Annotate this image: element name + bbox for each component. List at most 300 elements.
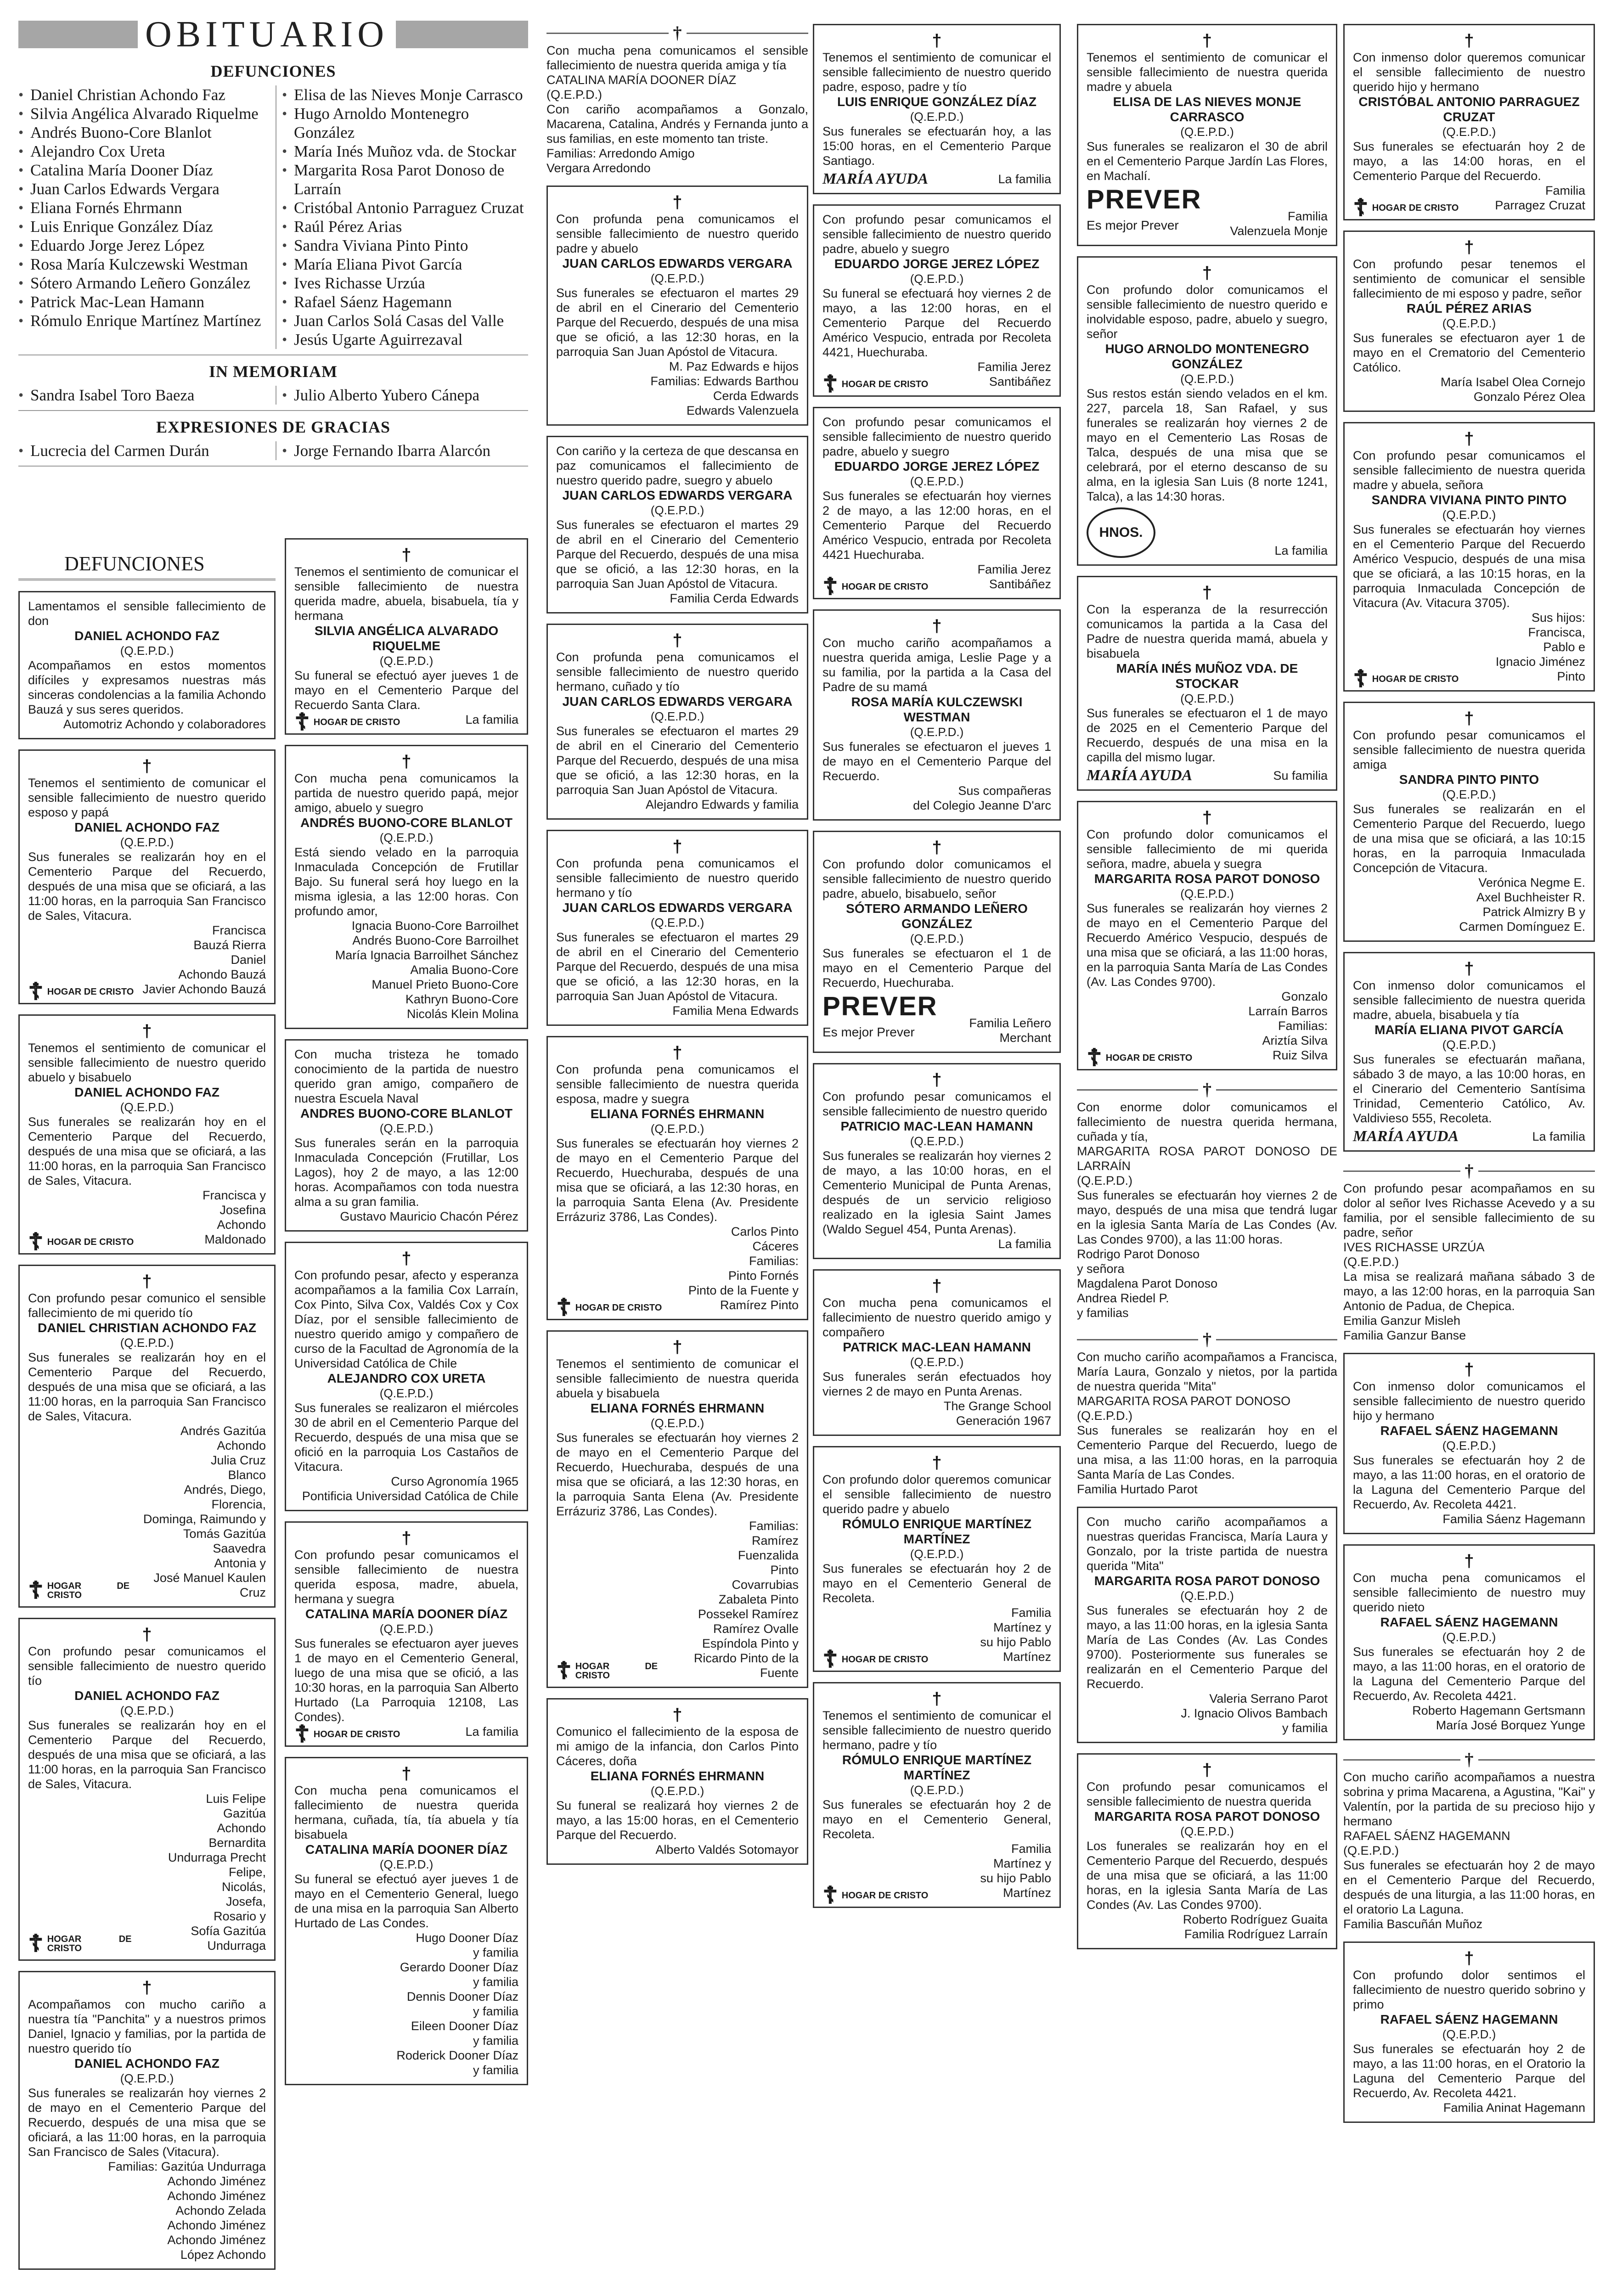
cross-icon: † [672,193,682,212]
notice-body: La misa se realizará mañana sábado 3 de mayo, a las 12:00 horas, en la parroquia San Antonio de Padua, de Chepica. [1343,1270,1595,1313]
rip-abbreviation: (Q.E.P.D.) [910,1355,964,1369]
hogar-de-cristo-logo [28,1930,132,1958]
notice-footer [822,360,1051,398]
hogar-de-cristo-label: HOGAR DE CRISTO [841,1654,929,1665]
cross-icon: † [1202,583,1212,602]
obituary-notice [813,204,1061,397]
notice-body: Sus funerales se realizarán hoy en el Cementerio Parque del Recuerdo, después de una misa que se oficiará, a las 11:00 horas, en la parroquia San Francisco de Sales, Vitacura. [28,1115,266,1187]
defunciones-right-list [276,85,528,349]
notice-footer [1087,504,1328,558]
notice-intro: Con profundo dolor sentimos el fallecimiento de nuestro querido sobrino y primo [1353,1968,1585,2011]
notice-signature: Roberto Rodríguez Guaita Familia Rodríguez Larraín [1183,1913,1328,1941]
deceased-name: RAFAEL SÁENZ HAGEMANN [1343,1829,1510,1843]
hogar-de-cristo-label: HOGAR DE CRISTO [841,1891,929,1901]
obituary-notice [813,1063,1061,1259]
rip-abbreviation: (Q.E.P.D.) [650,1416,704,1430]
notice-signature: Roberto Hagemann Gertsmann María José Borquez Yunge [1412,1704,1585,1732]
obituary-notice [1077,801,1337,1070]
divider [18,466,528,467]
notice-intro: Con mucha pena comunicamos el sensible fallecimiento de nuestra querida amiga y tía [546,44,808,72]
notice-body: Sus funerales se efectuarán hoy viernes 2 de mayo, a las 12:00 horas, en el Cementerio Parque del Recuerdo Américo Vespucio, entrada por Recoleta 4421 Huechuraba. [822,489,1051,562]
obituary-notice [285,1757,528,2085]
notice-body: Sus funerales se efectuarán hoy 2 de mayo, a las 11:00 horas, en el oratorio de la Laguna del Cementerio Parque del Recuerdo, Av. Recoleta 4421. [1353,1645,1585,1703]
memoriam-right-list [276,386,528,405]
deceased-name: RAFAEL SÁENZ HAGEMANN [1380,2012,1558,2026]
notice-body: Sus funerales se efectuarán hoy 2 de mayo en el Cementerio General, Recoleta. [822,1798,1051,1841]
deceased-name: JUAN CARLOS EDWARDS VERGARA [562,488,793,502]
index-memoriam-list [18,386,528,405]
deceased-name: JUAN CARLOS EDWARDS VERGARA [562,694,793,709]
hogar-de-cristo-icon: ☦ [822,573,838,601]
deceased-name: EDUARDO JORGE JEREZ LÓPEZ [834,459,1040,473]
notice-body: Sus funerales se efectuarán hoy viernes 2 de mayo, después de una misa que tendrá lugar en la iglesia Santa María de Las Condes (Av. Las Condes 9700), a las 11:00 horas. [1077,1188,1337,1246]
notice-signature: Carlos Pinto Cáceres Familias: Pinto Fornés Pinto de la Fuente y Ramírez Pinto [688,1225,799,1312]
index-name-item: • Lucrecia del Carmen Durán [18,441,271,460]
obituary-notice [18,1618,276,1961]
index-name-item: • Luis Enrique González Díaz [18,217,271,236]
deceased-name: SANDRA VIVIANA PINTO PINTO [1371,493,1567,507]
notice-footer [294,1720,518,1748]
index-name-item: • Eduardo Jorge Jerez López [18,236,271,255]
notice-footer [1353,1125,1585,1144]
notice-signature: The Grange School Generación 1967 [943,1399,1051,1428]
rip-abbreviation: (Q.E.P.D.) [1442,125,1496,139]
notice-body: Sus funerales se efectuaron ayer jueves 1 de mayo en el Cementerio General, luego de una misa que se ofició, a las 10:30 horas, en la parroquia San Alberto Hurtado (La Parroquia 12108, Las Condes). [294,1637,518,1724]
notice-body: Sus funerales se efectuarán hoy 2 de mayo, a las 11:00 horas, en el Oratorio la Laguna del Cementerio Parque del Recuerdo, Av. Recoleta 4421. [1353,2042,1585,2100]
hogar-de-cristo-label: HOGAR DE CRISTO [841,379,929,389]
cross-icon: † [142,1625,152,1644]
deceased-name: CATALINA MARÍA DOONER DÍAZ [546,73,737,87]
index-name-item: • Jesús Ugarte Aguirrezaval [282,330,528,349]
notice-footer [28,1188,266,1256]
obituary-notice [546,624,808,820]
notice-signature: Alberto Valdés Sotomayor [655,1843,799,1857]
cross-icon: † [1203,1080,1211,1099]
notice-body: Sus funerales se efectuaron el martes 29 de abril en el Cinerario del Cementerio Parque del Recuerdo, después de una misa que se ofició, a las 12:30 horas, en la parroquia San Juan Apóstol de Vitacura. [556,518,799,591]
rip-abbreviation: (Q.E.P.D.) [910,1783,964,1797]
obituary-notice [18,1971,276,2270]
notice-intro: Con profundo pesar comunico el sensible fallecimiento de mi querido tío [28,1291,266,1320]
notice-body: Sus funerales se efectuarán hoy viernes 2 de mayo en el Cementerio Parque del Recuerdo, Huechuraba, después de una misa que se oficiará, a las 12:30 horas, en la parroquia Santa Elena (Av. Presidente Errázuriz 3786, Las Condes). [556,1431,799,1518]
notice-footer [822,1605,1051,1673]
rip-abbreviation: (Q.E.P.D.) [1180,1824,1234,1838]
cross-icon: † [1464,238,1474,257]
rip-abbreviation: (Q.E.P.D.) [1077,1409,1133,1423]
notice-signature: La familia [465,1725,518,1739]
notice-intro: Con mucho cariño acompañamos a nuestra sobrina y prima Macarena, a Agustina, "Kai" y Valentín, por la partida de su precioso hijo y hermano [1343,1770,1595,1828]
cross-icon: † [672,1338,682,1357]
divider [18,410,528,411]
notice-body: Su funeral se efectuó ayer jueves 1 de mayo en el Cementerio General, luego de una misa en la parroquia San Alberto Hurtado de Las Condes. [294,1872,518,1930]
column-1-notices [18,581,276,2270]
notice-intro: Con la esperanza de la resurrección comunicamos la partida a la Casa del Padre de nuestra querida mamá, abuela y bisabuela [1087,602,1328,660]
hogar-de-cristo-logo [294,708,400,736]
hogar-de-cristo-icon: ☦ [294,1720,310,1748]
rip-abbreviation: (Q.E.P.D.) [120,1336,174,1350]
cross-icon: † [932,1277,942,1296]
cross-icon: † [932,838,942,857]
index-name-item: • Julio Alberto Yubero Cánepa [282,386,528,405]
notice-intro: Tenemos el sentimiento de comunicar el sensible fallecimiento de nuestra querida madre, abuela, bisabuela, tía y hermana [294,565,518,623]
deceased-name: ELIANA FORNÉS EHRMANN [590,1769,765,1783]
notice-plain-richasse [1343,1181,1595,1343]
notice-intro: Con profundo dolor comunicamos el sensible fallecimiento de nuestro querido padre, abuelo, bisabuelo, señor [822,857,1051,900]
cross-icon: † [672,837,682,856]
notice-body: Sus funerales se efectuarán hoy 2 de mayo en el Cementerio Parque del Recuerdo, después de una liturgia, a las 11:00 horas, en el oratorio La Laguna. [1343,1858,1595,1916]
notice-intro: Con profunda pena comunicamos el sensible fallecimiento de nuestro querido padre y abuelo [556,212,799,255]
prever-logo [1087,187,1202,238]
cross-icon: † [1464,1360,1474,1379]
hogar-de-cristo-label: HOGAR DE CRISTO [47,1581,130,1600]
hogar-de-cristo-logo [1353,194,1459,222]
rip-abbreviation: (Q.E.P.D.) [120,644,174,658]
defunciones-left-list [18,85,271,349]
hogar-de-cristo-label: HOGAR DE CRISTO [1372,674,1459,684]
rip-abbreviation: (Q.E.P.D.) [1180,887,1234,900]
rip-abbreviation: (Q.E.P.D.) [379,654,434,668]
rip-abbreviation: (Q.E.P.D.) [1442,1630,1496,1644]
hogar-de-cristo-label: HOGAR DE CRISTO [47,987,134,997]
masthead-bar-left [18,21,138,48]
hogar-de-cristo-icon: ☦ [1353,194,1369,222]
notice-intro: Con mucha tristeza he tomado conocimiento de la partida de nuestro querido gran amigo, compañero de nuestra Escuela Naval [294,1047,518,1105]
notice-signature: María Isabel Olea Cornejo Gonzalo Pérez Olea [1440,375,1585,404]
hogar-de-cristo-label: HOGAR DE CRISTO [313,1729,400,1739]
obituary-notice [18,1265,276,1608]
notice-body: Sus funerales serán efectuados hoy viernes 2 de mayo en Punta Arenas. [822,1370,1051,1398]
cross-icon: † [401,1249,411,1268]
cross-icon: † [1202,31,1212,51]
obituary-notice [546,1698,808,1865]
deceased-name: SILVIA ANGÉLICA ALVARADO RIQUELME [314,624,499,653]
index-name-item: • Margarita Rosa Parot Donoso de Larraín [282,161,528,198]
column-4-notices [813,14,1061,1908]
column-5-notices-b [1077,1497,1337,1949]
hogar-de-cristo-label: HOGAR DE CRISTO [575,1661,658,1681]
obituary-notice [1343,1353,1595,1534]
column-6-notices-b [1343,1343,1595,1740]
notice-intro: Con enorme dolor comunicamos el fallecimiento de nuestra querida hermana, cuñada y tía, [1077,1100,1337,1143]
notice-top-rule [1077,1329,1337,1350]
notice-signature: Su familia [1273,769,1328,782]
index-name-item: • Daniel Christian Achondo Faz [18,85,271,104]
notice-footer [1087,765,1328,783]
rip-abbreviation: (Q.E.P.D.) [1180,125,1234,139]
cross-icon: † [1202,808,1212,827]
notice-intro: Con profundo pesar tenemos el sentimiento de comunicar el sensible fallecimiento de mi esposo y padre, señor [1353,257,1585,300]
notice-top-rule [1343,1161,1595,1181]
notice-footer [1087,183,1328,238]
obituary-notice [1077,576,1337,791]
notice-top-rule [546,23,808,43]
column-6-notices [1343,14,1595,1152]
notice-signature: Francisca y Josefina Achondo Maldonado [202,1188,266,1246]
obituary-notice [546,186,808,426]
index-name-item: • Silvia Angélica Alvarado Riquelme [18,104,271,123]
hogar-de-cristo-icon: ☦ [822,1881,838,1909]
cross-icon: † [1203,1330,1211,1349]
masthead-bar-right [396,21,528,48]
cross-icon: † [1465,1161,1474,1181]
notice-signature: La familia [1274,544,1328,557]
deceased-name: ROSA MARÍA KULCZEWSKI WESTMAN [851,695,1023,724]
rip-abbreviation: (Q.E.P.D.) [910,110,964,124]
notice-footer [556,1519,799,1685]
cross-icon: † [401,1764,411,1784]
index-memoriam-heading: IN MEMORIAM [209,362,338,381]
hogar-de-cristo-logo [28,1228,134,1256]
notice-intro: Tenemos el sentimiento de comunicar el sensible fallecimiento de nuestro querido padre, esposo, padre y tío [822,51,1051,94]
cross-icon: † [932,1453,942,1473]
cross-icon: † [1202,264,1212,283]
index-name-item: • Ives Richasse Urzúa [282,274,528,293]
notice-plain-parot-enorme [1077,1100,1337,1320]
obituary-notice [1343,952,1595,1152]
deceased-name: MARGARITA ROSA PAROT DONOSO [1094,1809,1320,1823]
notice-footer [28,1791,266,1958]
obituary-notice [1077,256,1337,566]
rip-abbreviation: (Q.E.P.D.) [1442,1439,1496,1452]
gracias-right-list [276,441,528,460]
notice-body: Está siendo velado en la parroquia Inmaculada Concepción de Frutillar Bajo. Su funeral será hoy luego en la misma iglesia, a las 12:00 horas. Con profundo amor, [294,845,518,918]
rip-abbreviation: (Q.E.P.D.) [120,1100,174,1114]
notice-intro: Tenemos el sentimiento de comunicar el sensible fallecimiento de nuestro querido hermano, padre y tío [822,1709,1051,1752]
notice-body: Su funeral se efectuará hoy viernes 2 de mayo, a las 12:00 horas, en el Cementerio Parque del Recuerdo Américo Vespucio, entrada por Recoleta 4421, Huechuraba. [822,287,1051,359]
rip-abbreviation: (Q.E.P.D.) [910,1547,964,1561]
obituary-notice [1343,1941,1595,2123]
cross-icon: † [673,23,682,43]
rip-abbreviation: (Q.E.P.D.) [910,272,964,286]
deceased-name: DANIEL CHRISTIAN ACHONDO FAZ [38,1321,256,1335]
notice-signature: Valeria Serrano Parot J. Ignacio Olivos Bambach y familia [1181,1692,1328,1735]
notice-intro: Con profundo pesar comunicamos el sensible fallecimiento de nuestra querida madre y abuela, señora [1353,449,1585,492]
notice-body: Sus funerales se efectuaron el martes 29 de abril en el Cinerario del Cementerio Parque del Recuerdo, después de una misa que se ofició, a las 12:30 horas, en la parroquia San Juan Apóstol de Vitacura. [556,724,799,797]
deceased-name: IVES RICHASSE URZÚA [1343,1240,1485,1254]
index-name-item: • Sandra Viviana Pinto Pinto [282,236,528,255]
notice-intro: Con profundo pesar comunicamos el sensible fallecimiento de nuestra querida esposa, madre, abuela, hermana y suegra [294,1548,518,1606]
obituary-notice [1343,702,1595,942]
rip-abbreviation: (Q.E.P.D.) [910,474,964,488]
notice-intro: Con profundo pesar comunicamos el sensible fallecimiento de nuestro querido tío [28,1644,266,1688]
deceased-name: ELIANA FORNÉS EHRMANN [590,1107,765,1121]
rip-abbreviation: (Q.E.P.D.) [650,916,704,929]
column-5 [1077,14,1337,1949]
notice-body: Sus funerales se efectuaron ayer 1 de mayo en el Crematorio del Cementerio Católico. [1353,331,1585,374]
hogar-de-cristo-label: HOGAR DE CRISTO [575,1303,662,1313]
notice-intro: Con mucho cariño acompañamos a nuestras queridas Francisca, María Laura y Gonzalo, por la triste partida de nuestra querida "Mita" [1087,1515,1328,1573]
notice-intro: Con inmenso dolor comunicamos el sensible fallecimiento de nuestro querido hijo y hermano [1353,1379,1585,1423]
index-name-item: • Catalina María Dooner Díaz [18,161,271,180]
hogar-de-cristo-logo [556,1657,658,1685]
index-defunciones-list [18,85,528,349]
deceased-name: EDUARDO JORGE JEREZ LÓPEZ [834,257,1040,271]
deceased-name: CATALINA MARÍA DOONER DÍAZ [305,1607,508,1621]
notice-signature: Francisca Bauzá Rierra Daniel Achondo Bauzá Javier Achondo Bauzá [142,923,266,996]
rip-abbreviation: (Q.E.P.D.) [1442,1038,1496,1052]
rip-abbreviation: (Q.E.P.D.) [650,271,704,285]
index-name-item: • Jorge Fernando Ibarra Alarcón [282,441,528,460]
notice-signature: Familias: Gazitúa Undurraga Achondo Jiménez Achondo Jiménez Achondo Zelada Achondo Jiménez Achondo Jiménez López Achondo [108,2160,266,2262]
hogar-de-cristo-label: HOGAR DE CRISTO [47,1237,134,1247]
notice-intro: Tenemos el sentimiento de comunicar el sensible fallecimiento de nuestra querida abuela y bisabuela [556,1357,799,1400]
cross-icon: † [1464,959,1474,979]
notice-top-rule [1343,1750,1595,1770]
hogar-de-cristo-icon: ☦ [28,978,44,1006]
rip-abbreviation: (Q.E.P.D.) [1343,1844,1399,1857]
notice-footer [1353,183,1585,222]
column-1 [18,528,276,2270]
notice-intro: Con profundo pesar comunicamos el sensible fallecimiento de nuestro querido padre, abuelo y suegro [822,213,1051,256]
hogar-de-cristo-icon: ☦ [822,1645,838,1673]
rip-abbreviation: (Q.E.P.D.) [379,1386,434,1400]
notice-footer [294,708,518,736]
notice-body: Sus funerales se efectuarán hoy viernes en el Cementerio Parque del Recuerdo Américo Vespucio, después de una misa que se oficiará, a las 10:15 horas, en la parroquia Inmaculada Concepción de Vitacura (Av. Vitacura 3705). [1353,523,1585,610]
obituary-notice [18,749,276,1004]
notice-intro: Con profundo pesar comunicamos el sensible fallecimiento de nuestro querido padre, abuelo y suegro [822,415,1051,458]
deceased-name: LUIS ENRIQUE GONZÁLEZ DÍAZ [837,95,1036,109]
rip-abbreviation: (Q.E.P.D.) [120,2071,174,2085]
obituary-notice [813,1446,1061,1672]
notice-signature: Automotriz Achondo y colaboradores [63,717,266,731]
deceased-name: MARÍA ELIANA PIVOT GARCÍA [1374,1023,1564,1037]
hogar-de-cristo-logo [556,1294,662,1322]
notice-body: Sus funerales se realizarán hoy viernes 2 de mayo en el Cementerio Parque del Recuerdo Américo Vespucio, después de una misa que se oficiará, a las 11:00 horas, en la parroquia Santa María de Las Condes (Av. Las Condes 9700). [1087,901,1328,989]
rip-abbreviation: (Q.E.P.D.) [1077,1174,1133,1187]
notice-intro: Con profundo dolor comunicamos el sensible fallecimiento de mi querida señora, madre, abuela y suegra [1087,827,1328,871]
column-3 [546,14,808,1865]
notice-footer [556,1224,799,1322]
prever-tagline: Es mejor Prever [1087,218,1179,232]
column-6 [1343,14,1595,2123]
deceased-name: RAÚL PÉREZ ARIAS [1406,301,1532,315]
notice-intro: Con profunda pena comunicamos el sensible fallecimiento de nuestro querido hermano, cuñado y tío [556,650,799,693]
notice-body: Sus funerales se efectuarán hoy 2 de mayo, a las 11:00 horas, en el oratorio de la Laguna del Cementerio Parque del Recuerdo, Av. Recoleta 4421. [1353,1453,1585,1511]
notice-intro: Con mucha pena comunicamos el sensible fallecimiento de nuestro muy querido nieto [1353,1571,1585,1614]
deceased-name: ELISA DE LAS NIEVES MONJE CARRASCO [1113,95,1301,124]
notice-footer [28,1424,266,1604]
notice-intro: Con profundo dolor comunicamos el sensible fallecimiento de nuestro querido e inolvidable esposo, padre, abuelo y suegro, señor [1087,283,1328,341]
deceased-name: DANIEL ACHONDO FAZ [74,820,220,834]
notice-body: Sus funerales se realizaron el miércoles 30 de abril en el Cementerio Parque del Recuerdo, después de una misa que se ofició en la parroquia Los Castaños de Vitacura. [294,1401,518,1474]
rip-abbreviation: (Q.E.P.D.) [910,1134,964,1148]
notice-body: Sus funerales se efectuaron el martes 29 de abril en el Cinerario del Cementerio Parque del Recuerdo, después de una misa que se ofició, a las 12:30 horas, en la parroquia San Juan Apóstol de Vitacura. [556,930,799,1003]
notice-body: Sus restos están siendo velados en el km. 227, parcela 18, San Rafael, y sus funerales se realizarán hoy viernes 2 de mayo en el Cementerio Las Rosas de Talca, después de una misa que se celebrará, por el eterno descanso de su alma, en la iglesia San Luis (8 norte 1241, Talca), a las 14:30 horas. [1087,387,1328,503]
deceased-name: HUGO ARNOLDO MONTENEGRO GONZÁLEZ [1105,342,1309,371]
rip-abbreviation: (Q.E.P.D.) [379,1857,434,1871]
index-name-item: • Rómulo Enrique Martínez Martínez [18,311,271,330]
hogar-de-cristo-label: HOGAR DE CRISTO [1105,1053,1193,1063]
index-gracias-list [18,441,528,460]
deceased-name: PATRICIO MAC-LEAN HAMANN [840,1119,1033,1133]
index-name-item: • Alejandro Cox Ureta [18,142,271,161]
notice-body: Sus funerales se efectuarán hoy 2 de mayo en el Cementerio General de Recoleta. [822,1562,1051,1605]
cross-icon: † [1202,1761,1212,1780]
deceased-name: DANIEL ACHONDO FAZ [74,629,220,643]
notice-footer [822,990,1051,1045]
hogar-de-cristo-logo [1087,1044,1193,1072]
prever-label: PREVER [822,991,938,1021]
cross-icon: † [142,1978,152,1998]
deceased-name: ALEJANDRO COX URETA [327,1371,486,1385]
cross-icon: † [932,1689,942,1709]
hogar-de-cristo-label: HOGAR DE CRISTO [841,582,929,592]
rip-abbreviation: (Q.E.P.D.) [120,1704,174,1717]
obituary-notice [1343,24,1595,220]
rip-abbreviation: (Q.E.P.D.) [546,88,603,101]
deceased-name: MARGARITA ROSA PAROT DONOSO [1094,1574,1320,1588]
obituary-notice [546,1036,808,1320]
column-5-notices [1077,14,1337,1070]
notice-intro: Con mucha pena comunicamos el fallecimiento de nuestra querida hermana, cuñada, tía, tía abuela y tía bisabuela [294,1784,518,1841]
cross-icon: † [1464,31,1474,51]
deceased-name: RÓMULO ENRIQUE MARTÍNEZ MARTÍNEZ [842,1517,1032,1546]
notice-body: Sus funerales se efectuarán mañana, sábado 3 de mayo, a las 10:00 horas, en el Cinerario del Cementerio Santísima Trinidad, Cementerio Católico, Av. Valdivieso 555, Recoleta. [1353,1052,1585,1125]
hogar-de-cristo-icon: ☦ [822,370,838,398]
rip-abbreviation: (Q.E.P.D.) [1180,1589,1234,1603]
deceased-name: RAFAEL SÁENZ HAGEMANN [1380,1615,1558,1629]
maria-ayuda-logo: MARÍA AYUDA [1087,767,1193,784]
page-title: OBITUARIO [145,14,389,55]
deceased-name: CATALINA MARÍA DOONER DÍAZ [305,1842,508,1857]
notice-footer [822,562,1051,601]
notice-body: Sus funerales se realizarán en el Cementerio Parque del Recuerdo, luego de una misa que se oficiará, a las 10:15 horas, en la parroquia Inmaculada Concepción de Vitacura. [1353,802,1585,875]
index-name-item: • Patrick Mac-Lean Hamann [18,293,271,311]
cross-icon: † [1464,429,1474,449]
notice-signature: Familia Martínez y su hijo Pablo Martínez [980,1842,1051,1900]
notice-signature: Familia Jerez Santibáñez [977,360,1051,388]
notice-intro: Con profundo pesar comunicamos el sensible fallecimiento de nuestro querido [822,1090,1051,1118]
rip-abbreviation: (Q.E.P.D.) [910,725,964,739]
notice-signature: La familia [1532,1130,1585,1143]
notice-footer [822,168,1051,186]
notice-intro: Con inmenso dolor comunicamos el sensible fallecimiento de nuestra querida madre, abuela, bisabuela y tía [1353,979,1585,1022]
hogar-de-cristo-label: HOGAR DE CRISTO [1372,203,1459,213]
obituary-notice [1077,1507,1337,1743]
notice-signature: Curso Agronomía 1965 Pontificia Universidad Católica de Chile [302,1474,518,1503]
hogar-de-cristo-label: HOGAR DE CRISTO [47,1934,132,1953]
hogar-de-cristo-logo [28,978,134,1006]
obituary-notice [1077,1753,1337,1949]
notice-intro: Con profundo pesar comunicamos el sensible fallecimiento de nuestra querida amiga [1353,728,1585,771]
notice-body: Sus funerales se efectuarán hoy 2 de mayo, a las 11:00 horas, en la iglesia Santa María de Las Condes (Av. Las Condes 9700). Posteriormente sus funerales se realizarán en el Cementerio Parque del Recuerdo. [1087,1604,1328,1691]
notice-signature: Luis Felipe Gazitúa Achondo Bernardita Undurraga Precht Felipe, Nicolás, Josefa, Rosario y Sofía Gazitúa Undurraga [168,1792,266,1953]
deceased-name: DANIEL ACHONDO FAZ [74,1688,220,1703]
deceased-name: PATRICK MAC-LEAN HAMANN [843,1340,1031,1354]
notice-body: Su funeral se realizará hoy viernes 2 de mayo, a las 15:00 horas, en el Cementerio Parque del Recuerdo. [556,1799,799,1842]
cross-icon: † [401,1529,411,1548]
notice-intro: Con cariño y la certeza de que descansa en paz comunicamos el fallecimiento de nuestro querido padre, suegro y abuelo [556,444,799,487]
notice-body: Acompañamos en estos momentos difíciles y expresamos nuestras más sinceras condolencias a la familia Achondo Bauzá y sus seres queridos. [28,658,266,716]
notice-signature: Sus compañeras del Colegio Jeanne D'arc [913,784,1051,812]
notice-body: Sus funerales se realizarán hoy viernes 2 de mayo en el Cementerio Parque del Recuerdo, después de una misa que se oficiará, a las 11:00 horas, en la parroquia San Francisco de Sales (Vitacura). [28,2086,266,2159]
notice-signature: Familia Jerez Santibáñez [977,563,1051,591]
index-name-item: • Hugo Arnoldo Montenegro González [282,104,528,142]
index-name-item: • Rafael Sáenz Hagemann [282,293,528,311]
obituary-notice [546,830,808,1026]
notice-body: Su funeral se efectuó ayer jueves 1 de mayo en el Cementerio Parque del Recuerdo Santa Clara. [294,669,518,712]
index-name-item: • Andrés Buono-Core Blanlot [18,123,271,142]
hogar-de-cristo-icon: ☦ [294,708,310,736]
obituary-notice [285,538,528,735]
notice-body: Sus funerales se efectuaron el 1 de mayo en el Cementerio Parque del Recuerdo, Huechuraba. [822,946,1051,990]
notice-body: Sus funerales se realizarán hoy viernes 2 de mayo, a las 10:00 horas, en el Cementerio Municipal de Punta Arenas, después de un servicio religioso realizado en la iglesia Saint James (Waldo Seguel 454, Punta Arenas). [822,1149,1051,1236]
hogar-de-cristo-icon: ☦ [1087,1044,1102,1072]
obituary-notice [1077,24,1337,246]
rip-abbreviation: (Q.E.P.D.) [650,1784,704,1798]
deceased-name: CRISTÓBAL ANTONIO PARRAGUEZ CRUZAT [1358,95,1580,124]
notice-signature: Familia Hurtado Parot [1077,1482,1198,1496]
cross-icon: † [672,1705,682,1725]
